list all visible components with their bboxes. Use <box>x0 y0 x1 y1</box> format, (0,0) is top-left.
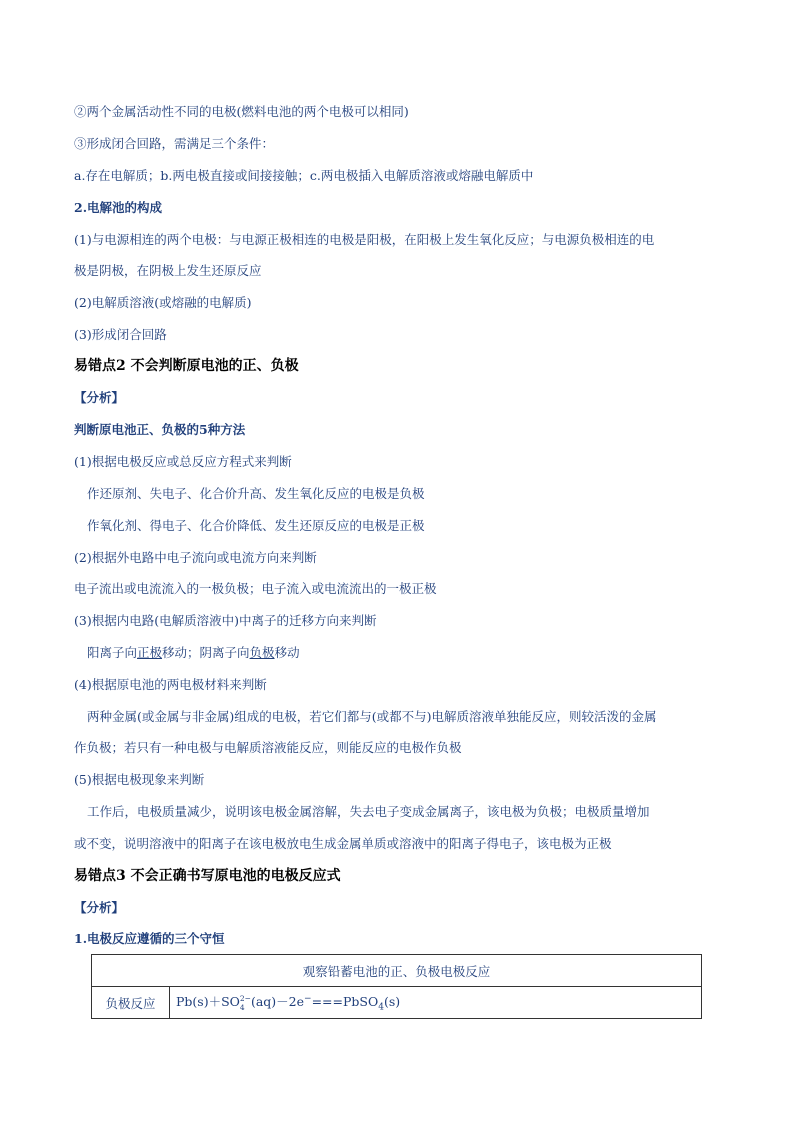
text-line: 两种金属(或金属与非金属)组成的电极，若它们都与(或都不与)电解质溶液单独能反应，则较活泼的金属 <box>87 709 657 724</box>
section-heading: 2.电解池的构成 <box>74 200 163 215</box>
table-header-cell: 观察铅蓄电池的正、负极电极反应 <box>92 955 702 987</box>
eq-ion-script <box>240 994 251 1012</box>
analysis-label: 【分析】 <box>74 390 125 405</box>
text-line: ③形成闭合回路，需满足三个条件： <box>74 136 275 151</box>
text-line: (1)与电源相连的两个电极：与电源正极相连的电极是阳极，在阳极上发生氧化反应；与电源负极相连的电 <box>74 232 655 247</box>
table-row <box>92 987 702 1019</box>
text-line: 或不变，说明溶液中的阳离子在该电极放电生成金属单质或溶液中的阳离子得电子，该电极为正极 <box>74 836 612 851</box>
text-line: 工作后，电极质量减少，说明该电极金属溶解，失去电子变成金属离子，该电极为负极；电极质量增加 <box>87 804 650 819</box>
table-row <box>92 955 702 987</box>
text-line: (4)根据原电池的两电极材料来判断 <box>74 677 267 692</box>
row-label-cell: 负极反应 <box>92 987 170 1019</box>
error-point-heading: 易错点2 不会判断原电池的正、负极 <box>74 358 299 374</box>
text-line: (1)根据电极反应或总反应方程式来判断 <box>74 454 292 469</box>
text-line: 作还原剂、失电子、化合价升高、发生氧化反应的电极是负极 <box>87 486 425 501</box>
text-line: 作负极；若只有一种电极与电解质溶液能反应，则能反应的电极作负极 <box>74 740 462 755</box>
text-line: (2)电解质溶液(或熔融的电解质) <box>74 295 252 310</box>
electrode-reaction-table <box>91 954 702 1019</box>
text-line: ②两个金属活动性不同的电极(燃料电池的两个电极可以相同) <box>74 104 409 119</box>
error-point-heading: 易错点3 不会正确书写原电池的电极反应式 <box>74 868 341 884</box>
equation-cell <box>170 987 702 1019</box>
text-line: (5)根据电极现象来判断 <box>74 772 205 787</box>
subheading: 1.电极反应遵循的三个守恒 <box>74 931 225 946</box>
eq-part: Pb(s)＋SO <box>176 994 240 1010</box>
text-line: a.存在电解质；b.两电极直接或间接接触；c.两电极插入电解质溶液或熔融电解质中 <box>74 168 534 183</box>
text-line: (3)形成闭合回路 <box>74 327 167 342</box>
text-line: 电子流出或电流流入的一极负极；电子流入或电流流出的一极正极 <box>74 581 437 596</box>
text-line: 极是阴极，在阴极上发生还原反应 <box>74 263 262 278</box>
underlined-term: 正极 <box>137 645 163 660</box>
analysis-label: 【分析】 <box>74 900 125 915</box>
eq-part: ===PbSO <box>311 994 379 1010</box>
underlined-term: 负极 <box>249 645 275 660</box>
text-line: 作氧化剂、得电子、化合价降低、发生还原反应的电极是正极 <box>87 518 425 533</box>
eq-subscript: 4 <box>378 1002 384 1013</box>
text-span: 移动；阴离子向 <box>162 645 250 660</box>
eq-superscript: 2− <box>239 993 251 1003</box>
text-line: (2)根据外电路中电子流向或电流方向来判断 <box>74 550 317 565</box>
text-line: (3)根据内电路(电解质溶液中)中离子的迁移方向来判断 <box>74 613 377 628</box>
eq-superscript: − <box>304 994 312 1005</box>
eq-part: (aq)－2e <box>250 994 305 1010</box>
subheading: 判断原电池正、负极的5种方法 <box>74 422 246 437</box>
text-span: 阳离子向 <box>87 645 138 660</box>
eq-part: (s) <box>383 994 401 1010</box>
text-span: 移动 <box>274 645 300 660</box>
ion-migration-line <box>87 645 300 661</box>
eq-subscript: 4 <box>239 1002 245 1012</box>
